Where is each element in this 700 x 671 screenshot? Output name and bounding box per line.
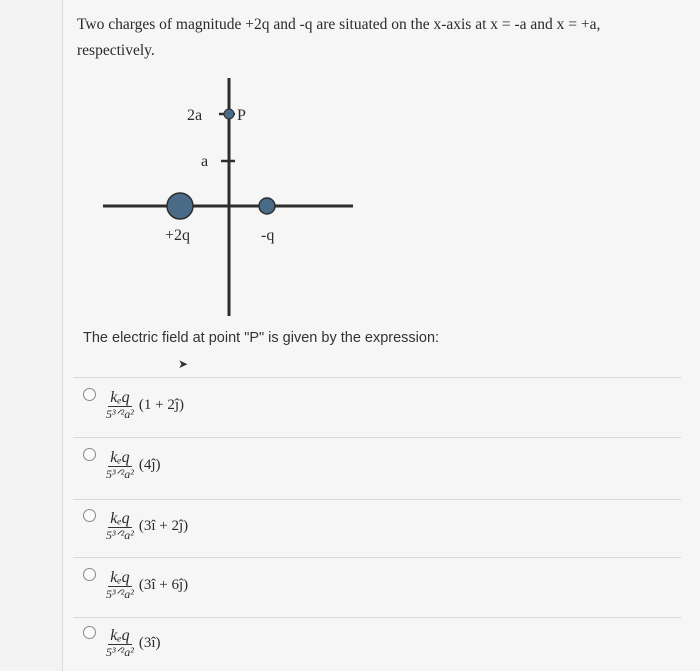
point-label-p: P xyxy=(237,107,246,124)
fraction-denominator: 5³ᐟ²a² xyxy=(106,406,134,421)
vector-expression: (3î + 6ĵ) xyxy=(138,576,189,593)
fraction-numerator: kₑq xyxy=(110,448,130,466)
fraction-denominator: 5³ᐟ²a² xyxy=(106,586,134,601)
fraction xyxy=(104,510,136,543)
fraction-numerator: kₑq xyxy=(110,626,130,644)
divider xyxy=(73,437,681,438)
question-page xyxy=(62,0,700,671)
fraction xyxy=(104,569,136,602)
vector-expression: (1 + 2ĵ) xyxy=(138,396,184,413)
answer-option-5[interactable] xyxy=(83,620,161,666)
divider xyxy=(73,617,681,618)
divider xyxy=(73,377,681,378)
fraction xyxy=(104,449,136,482)
answer-option-4[interactable] xyxy=(83,562,188,608)
divider xyxy=(73,557,681,558)
fraction xyxy=(104,627,136,660)
charge-plus-2q xyxy=(167,193,193,219)
fraction-denominator: 5³ᐟ²a² xyxy=(106,644,134,659)
vector-expression: (3î + 2ĵ) xyxy=(138,517,189,534)
vector-expression: (3î) xyxy=(138,634,161,651)
fraction-denominator: 5³ᐟ²a² xyxy=(106,527,134,542)
radio-button[interactable] xyxy=(83,388,96,401)
answer-option-3[interactable] xyxy=(83,503,188,549)
fraction-numerator: kₑq xyxy=(110,509,130,527)
fraction-numerator: kₑq xyxy=(110,388,130,406)
charge-minus-q xyxy=(259,198,275,214)
radio-button[interactable] xyxy=(83,626,96,639)
radio-button[interactable] xyxy=(83,568,96,581)
question-text: Two charges of magnitude +2q and -q are situated on the x-axis at x = -a and x = +a, respectively. xyxy=(77,16,601,59)
divider xyxy=(73,499,681,500)
radio-button[interactable] xyxy=(83,448,96,461)
charge-diagram xyxy=(63,0,700,330)
fraction-numerator: kₑq xyxy=(110,568,130,586)
point-p xyxy=(224,109,234,119)
prompt-text: The electric field at point "P" is given by the expression: xyxy=(83,330,440,346)
mouse-cursor-icon: ➤ xyxy=(178,357,189,371)
answer-option-1[interactable] xyxy=(83,382,184,428)
charge-right-label: -q xyxy=(261,227,275,244)
charge-left-label: +2q xyxy=(165,227,191,244)
fraction xyxy=(104,389,136,422)
fraction-denominator: 5³ᐟ²a² xyxy=(106,466,134,481)
radio-button[interactable] xyxy=(83,509,96,522)
vector-expression: (4ĵ) xyxy=(138,456,161,473)
tick-label-2a: 2a xyxy=(187,107,203,124)
tick-label-a: a xyxy=(201,153,209,170)
answer-option-2[interactable] xyxy=(83,442,161,488)
